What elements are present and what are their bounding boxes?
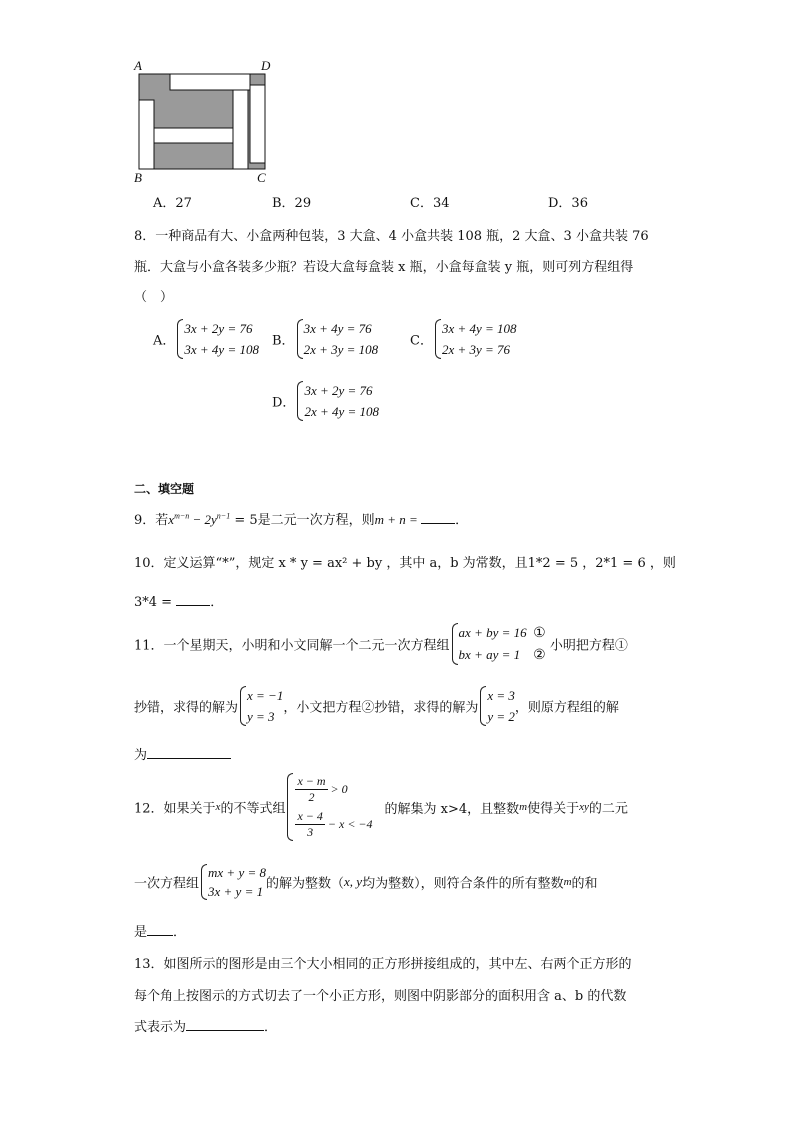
q8-option-b-system [295,318,379,360]
q7-option-c[interactable]: C．34 [410,196,450,211]
relation: − x < −4 [324,817,373,831]
q11-mark2: ② [533,648,546,663]
equation: 3x + 4y = 108 [184,342,259,357]
q12-line3 [134,921,186,940]
fraction [295,809,324,840]
q8-option-c-system [433,318,517,360]
q9-exp2: n−1 [216,511,231,521]
label-c: C [257,170,266,185]
section-title: 二、填空题 [134,482,195,496]
denominator: 3 [307,825,314,839]
relation: > 0 [327,782,348,796]
q8-paren: （ ） [134,290,174,305]
q11-eq2: bx + ay = 1 [458,647,521,662]
q9-base: x [168,512,175,527]
q12-line2 [134,863,598,901]
q8-line2: 瓶．大盒与小盒各装多少瓶？若设大盒每盒装 x 瓶，小盒每盒装 y 瓶，则可列方程组得 [134,260,634,275]
q9-answer-blank[interactable] [421,511,455,524]
q12-l2a: 一次方程组 [134,876,200,892]
equation: 2x + 3y = 108 [303,342,379,357]
fraction [295,774,327,805]
q10-line2-prefix: 3*4 = [134,595,177,610]
q12-line1 [134,772,628,842]
equation: 3x + y = 1 [208,884,264,899]
q8-option-a[interactable] [153,318,259,360]
label-d: D [261,58,271,73]
q11-line1 [134,622,628,666]
q12-l3-end: ． [173,925,187,940]
q10-answer-blank[interactable] [176,593,210,606]
question-9 [134,509,468,528]
q11-l3: 为 [134,748,148,763]
solution-line: x = −1 [247,688,284,703]
q12-l2-xy: x, y [344,874,363,889]
q9-mid: − 2y [189,512,217,527]
q8-option-d-label: D． [272,395,296,411]
q12-l2-m: m [563,876,572,888]
q12-mid4: 的二元 [588,801,628,817]
q12-answer-blank[interactable] [147,923,173,936]
q12-mid1: 的不等式组 [220,801,286,817]
solution-line: y = 2 [487,709,515,724]
q11-system [450,622,546,666]
q8-option-a-label: A． [153,333,176,349]
equation: 3x + 2y = 76 [304,383,373,398]
q9-suffix: = 5是二元一次方程，则 [230,513,375,528]
q9-exp1: m−n [174,511,190,521]
rectangle-diagram [130,58,278,186]
q11-eq1: ax + by = 16 [458,625,527,640]
q10-line1: 10．定义运算“*”，规定 x * y = ax² + by ，其中 a，b 为常数，且1*2 = 5 ，2*1 = 6 ，则 [134,556,676,571]
equation: 3x + 2y = 76 [184,321,253,336]
q8-option-d[interactable] [272,380,379,422]
q10-line2-end: ． [210,595,224,610]
q9-prefix: 9．若 [134,513,169,528]
q11-l2a: 抄错，求得的解为 [134,700,239,716]
equation: 3x + 4y = 108 [441,321,517,336]
q13-answer-blank[interactable] [186,1018,264,1031]
q11-line2 [134,685,619,727]
q11-solution1 [238,685,283,727]
q8-line1: 8．一种商品有大、小盒两种包装，3 大盒、4 小盒共装 108 瓶，2 大盒、3 小盒共装 76 [134,229,649,244]
equation: mx + y = 8 [208,865,266,880]
rectangle-figure [130,58,278,186]
denominator: 2 [308,790,315,804]
q12-inequality-system [285,772,372,842]
q12-l3: 是 [134,925,148,940]
equation [459,644,546,666]
q13-l3-end: ． [264,1020,278,1035]
q8-option-c-label: C． [410,333,433,349]
q7-option-b[interactable]: B．29 [272,196,312,211]
q8-option-b[interactable] [272,318,378,360]
q12-l2d: 的和 [571,876,598,892]
q9-end: ． [455,513,469,528]
equation: 2x + 3y = 76 [441,342,511,357]
q11-l2c: ，则原方程组的解 [514,700,619,716]
equation: 2x + 4y = 108 [304,404,380,419]
q12-mid2: 的解集为 x>4，且整数 [384,801,520,817]
q12-system [199,863,266,901]
q12-prefix: 12．如果关于 [134,801,216,817]
q7-option-d[interactable]: D．36 [548,196,588,211]
solution-line: x = 3 [487,688,515,703]
q8-option-c[interactable] [410,318,517,360]
q12-l2c: 均为整数），则符合条件的所有整数 [362,876,564,892]
equation: 3x + 4y = 76 [303,321,372,336]
q11-l2b: ，小文把方程②抄错，求得的解为 [283,700,479,716]
numerator: x − 4 [297,809,323,823]
q12-mid3: 使得关于 [527,801,580,817]
q13-line3 [134,1016,277,1035]
label-b: B [134,170,142,185]
numerator: x − m [297,774,326,788]
q11-mark1: ① [533,626,546,641]
inequality-1 [295,772,372,807]
q13-l3: 式表示为 [134,1020,187,1035]
q8-option-b-label: B． [272,333,295,349]
q12-var-xy: xy [579,801,589,813]
q11-solution2 [478,685,515,727]
inequality-2 [295,807,372,842]
q10-line2 [134,591,223,610]
q11-prefix: 11．一个星期天，小明和小文同解一个二元一次方程组 [134,638,450,654]
q11-after: 小明把方程① [545,638,628,654]
solution-line: y = 3 [247,709,275,724]
q8-option-d-system [295,380,379,422]
q11-answer-blank[interactable] [147,746,231,759]
q13-line1: 13．如图所示的图形是由三个大小相同的正方形拼接组成的，其中左、右两个正方形的 [134,957,632,972]
label-a: A [134,58,142,73]
q7-option-a[interactable]: A．27 [153,196,192,211]
q12-var-x: x [215,801,221,813]
q11-line3 [134,744,231,763]
q8-option-a-system [175,318,259,360]
equation [459,622,546,644]
q13-line2: 每个角上按图示的方式切去了一个小正方形，则图中阴影部分的面积用含 a、b 的代数 [134,989,627,1004]
q12-l2b: 的解为整数（ [266,876,345,892]
q12-var-m: m [519,801,528,813]
q9-ask: m + n = [374,512,422,527]
